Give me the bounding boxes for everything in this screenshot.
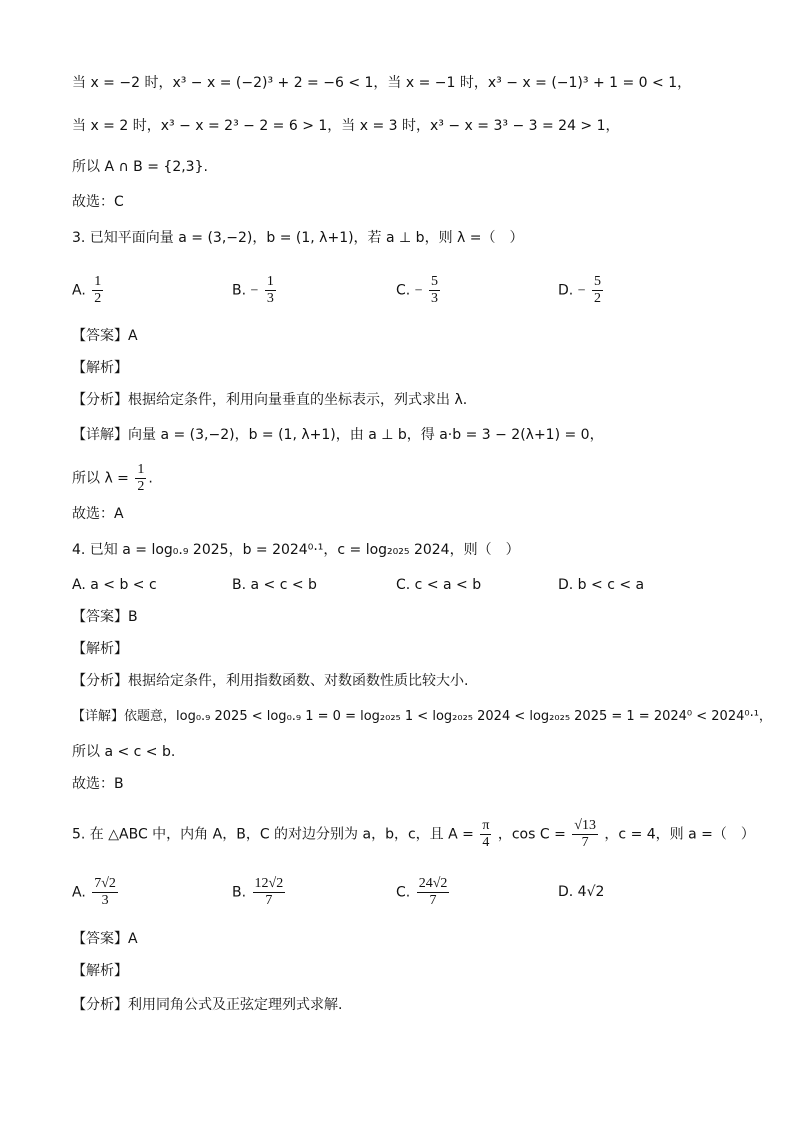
q3-stem: 3. 已知平面向量 a = (3,−2)，b = (1, λ+1)，若 a ⊥ b，则 λ =（ ） bbox=[72, 230, 524, 246]
denominator: 2 bbox=[137, 479, 145, 494]
option-label: B. bbox=[232, 884, 247, 901]
q4-option-c: C. c < a < b bbox=[396, 577, 482, 593]
minus-sign: − bbox=[577, 283, 586, 299]
stem-text: 5. 在 △ABC 中，内角 A，B，C 的对边分别为 a，b，c，且 A = bbox=[72, 826, 474, 843]
q4-option-d: D. b < c < a bbox=[558, 577, 645, 593]
q5-option-c bbox=[396, 876, 451, 909]
numerator: 24√2 bbox=[418, 876, 448, 891]
q5-option-a bbox=[72, 876, 120, 909]
fraction bbox=[135, 462, 146, 495]
q4-option-b: B. a < c < b bbox=[232, 577, 317, 593]
q5-option-d: D. 4√2 bbox=[558, 884, 605, 900]
q5-answer: 【答案】A bbox=[72, 931, 138, 947]
q3-option-b bbox=[232, 274, 278, 307]
stem-text: ，c = 4，则 a =（ ） bbox=[604, 826, 755, 843]
denominator: 7 bbox=[429, 893, 437, 908]
q5-option-b bbox=[232, 876, 287, 909]
solution-line-2: 当 x = 2 时，x³ − x = 2³ − 2 = 6 > 1，当 x = 3 时，x³ − x = 3³ − 3 = 24 > 1， bbox=[72, 118, 620, 134]
q3-option-c bbox=[396, 274, 442, 307]
q3-select: 故选：A bbox=[72, 506, 124, 522]
conclusion-text: 所以 λ = bbox=[72, 470, 129, 487]
option-label: C. bbox=[396, 884, 411, 901]
q4-option-a: A. a < b < c bbox=[72, 577, 157, 593]
fraction bbox=[417, 876, 450, 909]
denominator: 2 bbox=[594, 291, 602, 306]
q4-analysis: 【分析】根据给定条件，利用指数函数、对数函数性质比较大小. bbox=[72, 673, 469, 689]
denominator: 4 bbox=[482, 835, 490, 850]
option-label: D. bbox=[558, 282, 574, 299]
denominator: 3 bbox=[266, 291, 274, 306]
minus-sign: − bbox=[250, 283, 259, 299]
solution-line-3: 所以 A ∩ B = {2,3}. bbox=[72, 159, 208, 175]
denominator: 7 bbox=[581, 835, 589, 850]
stem-text: ，cos C = bbox=[497, 826, 566, 843]
q4-detail: 【详解】依题意，log₀.₉ 2025 < log₀.₉ 1 = 0 = log₂₀₂₅ 1 < log₂₀₂₅ 2024 < log₂₀₂₅ 2025 = 1 = 2024⁰ < 2024⁰·¹， bbox=[72, 709, 772, 724]
select-answer-prev: 故选：C bbox=[72, 194, 124, 210]
q5-stem bbox=[72, 818, 755, 851]
fraction-cos-c bbox=[572, 818, 598, 851]
numerator: 1 bbox=[266, 274, 274, 289]
numerator: 12√2 bbox=[254, 876, 284, 891]
q3-answer: 【答案】A bbox=[72, 328, 138, 344]
q5-jiexi: 【解析】 bbox=[72, 963, 128, 979]
fraction bbox=[592, 274, 603, 307]
numerator: 5 bbox=[594, 274, 602, 289]
denominator: 3 bbox=[101, 893, 109, 908]
fraction bbox=[253, 876, 286, 909]
numerator: π bbox=[482, 818, 490, 833]
q3-option-d bbox=[558, 274, 605, 307]
q4-stem: 4. 已知 a = log₀.₉ 2025，b = 2024⁰·¹，c = log₂₀₂₅ 2024，则（ ） bbox=[72, 542, 520, 558]
q4-jiexi: 【解析】 bbox=[72, 641, 128, 657]
minus-sign: − bbox=[414, 283, 423, 299]
fraction bbox=[265, 274, 276, 307]
fraction bbox=[429, 274, 440, 307]
q3-analysis: 【分析】根据给定条件，利用向量垂直的坐标表示，列式求出 λ. bbox=[72, 392, 468, 408]
numerator: √13 bbox=[574, 818, 596, 833]
option-label: A. bbox=[72, 884, 86, 901]
q3-option-a bbox=[72, 274, 105, 307]
option-label: B. bbox=[232, 282, 247, 299]
numerator: 7√2 bbox=[94, 876, 116, 891]
numerator: 5 bbox=[431, 274, 439, 289]
q3-detail: 【详解】向量 a = (3,−2)，b = (1, λ+1)，由 a ⊥ b，得 a·b = 3 − 2(λ+1) = 0， bbox=[72, 427, 604, 443]
q4-conclusion: 所以 a < c < b. bbox=[72, 744, 176, 760]
fraction bbox=[92, 274, 103, 307]
fraction bbox=[92, 876, 118, 909]
q4-answer: 【答案】B bbox=[72, 609, 138, 625]
option-label: C. bbox=[396, 282, 411, 299]
q3-jiexi: 【解析】 bbox=[72, 360, 128, 376]
q5-analysis: 【分析】利用同角公式及正弦定理列式求解. bbox=[72, 997, 343, 1013]
numerator: 1 bbox=[94, 274, 102, 289]
q4-select: 故选：B bbox=[72, 776, 124, 792]
denominator: 3 bbox=[431, 291, 439, 306]
denominator: 7 bbox=[265, 893, 273, 908]
numerator: 1 bbox=[137, 462, 145, 477]
option-label: A. bbox=[72, 282, 86, 299]
denominator: 2 bbox=[94, 291, 102, 306]
q3-conclusion: 所以 λ = $\frac{1}{2}$ . bbox=[72, 462, 153, 494]
fraction-angle-a bbox=[480, 818, 491, 851]
solution-line-1: 当 x = −2 时，x³ − x = (−2)³ + 2 = −6 < 1，当 x = −1 时，x³ − x = (−1)³ + 1 = 0 < 1， bbox=[72, 75, 692, 91]
